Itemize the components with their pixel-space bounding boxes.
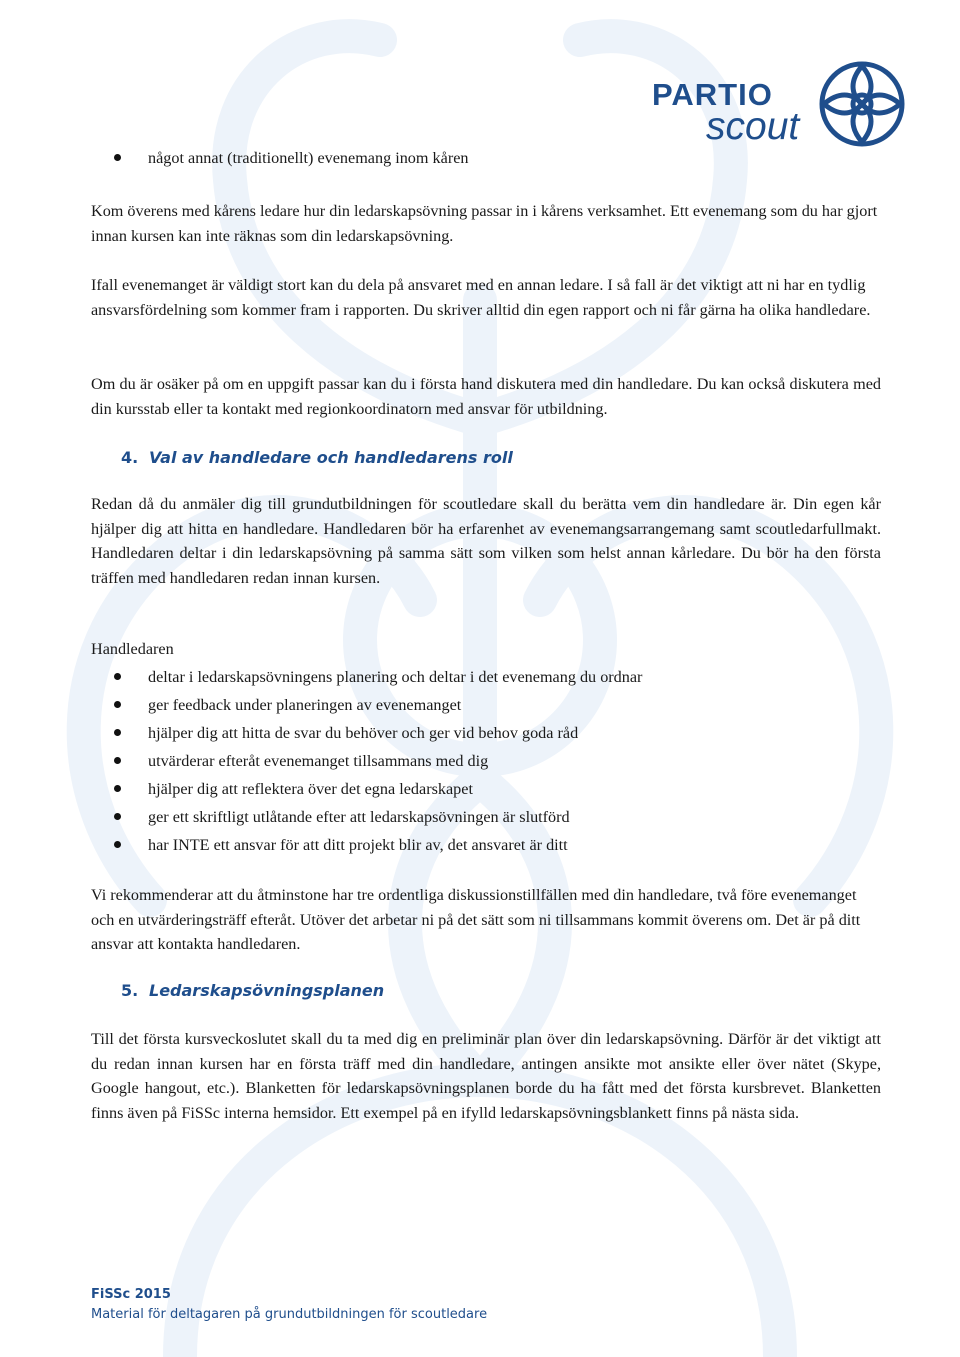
list-item: har INTE ett ansvar för att ditt projekt blir av, det ansvaret är ditt bbox=[91, 831, 881, 859]
list-item: deltar i ledarskapsövningens planering och deltar i det evenemang du ordnar bbox=[91, 663, 881, 691]
list-item: hjälper dig att hitta de svar du behöver och ger vid behov goda råd bbox=[91, 719, 881, 747]
bullet-icon bbox=[114, 154, 121, 161]
logo-wordmark-partio: PARTIO bbox=[652, 77, 773, 112]
list-item: hjälper dig att reflektera över det egna ledarskapet bbox=[91, 775, 881, 803]
scout-lily-emblem-icon bbox=[814, 54, 910, 154]
paragraph: Kom överens med kårens ledare hur din ledarskapsövning passar in i kårens verksamhet. Ett evenemang som du har gjort innan kursen kan inte räknas som din ledarskapsövning. bbox=[91, 202, 878, 245]
paragraph: Till det första kursveckoslutet skall du ta med dig en preliminär plan över din ledarskapsövning. Därför är det viktigt att du redan innan kursen har en första träff med din handledare, antingen ansikte mot ansikte eller över nätet (Skype, Google hangout, etc.). Blanketten för ledarskapsövningsplanen borde du ha fått med det första kursbrevet. Blanketten finns även på FiSSc interna hemsidor. Ett exempel på en ifylld ledarskapsövningsblankett finns på nästa sida. bbox=[91, 1030, 881, 1122]
intro-bullet-list bbox=[91, 144, 881, 172]
bullet-icon bbox=[114, 813, 121, 820]
paragraph: Vi rekommenderar att du åtminstone har tre ordentliga diskussionstillfällen med din handledare, två före evenemanget och en utvärderingsträff efteråt. Utöver det arbetar ni på det sätt som ni tillsammans kommit överens om. Det är på ditt ansvar att kontakta handledaren. bbox=[91, 886, 861, 954]
paragraph: Redan då du anmäler dig till grundutbildningen för scoutledare skall du berätta vem din handledare är. Din egen kår hjälper dig att hitta en handledare. Handledaren bör ha erfarenhet av evenemangsarrangemang samt scoutledarfullmakt. Handledaren deltar i din ledarskapsövning på samma sätt som vilken som helst annan kårledare. Du bör ha den första träffen med handledaren redan innan kursen. bbox=[91, 495, 881, 587]
footer-title: FiSSc 2015 bbox=[91, 1287, 171, 1302]
partio-scout-logo bbox=[652, 52, 912, 157]
bullet-icon bbox=[114, 757, 121, 764]
paragraph: Om du är osäker på om en uppgift passar kan du i första hand diskutera med din handledare. Du kan också diskutera med din kursstab eller ta kontakt med regionkoordinatorn med ansvar för utbildning. bbox=[91, 375, 881, 418]
list-item: utvärderar efteråt evenemanget tillsammans med dig bbox=[91, 747, 881, 775]
bullet-icon bbox=[114, 729, 121, 736]
bullet-icon bbox=[114, 841, 121, 848]
section-heading-4: 4. Val av handledare och handledarens roll bbox=[121, 448, 513, 467]
section-heading-5: 5. Ledarskapsövningsplanen bbox=[121, 981, 385, 1000]
paragraph: Ifall evenemanget är väldigt stort kan du dela på ansvaret med en annan ledare. I så fall är det viktigt att ni har en tydlig ansvarsfördelning som kommer fram i rapporten. Du skriver alltid din egen rapport och ni får gärna ha olika handledare. bbox=[91, 276, 871, 319]
bullet-icon bbox=[114, 701, 121, 708]
page-footer bbox=[91, 1285, 487, 1325]
bullet-icon bbox=[114, 673, 121, 680]
bullet-icon bbox=[114, 785, 121, 792]
logo-wordmark-scout: scout bbox=[706, 105, 800, 148]
footer-subtitle: Material för deltagaren på grundutbildningen för scoutledare bbox=[91, 1307, 488, 1322]
list-item: ger ett skriftligt utlåtande efter att ledarskapsövningen är slutförd bbox=[91, 803, 881, 831]
list-item: ger feedback under planeringen av evenemanget bbox=[91, 691, 881, 719]
list-intro: Handledaren bbox=[91, 640, 174, 658]
handledaren-bullet-list bbox=[91, 663, 881, 859]
list-item: något annat (traditionellt) evenemang inom kåren bbox=[91, 144, 881, 172]
